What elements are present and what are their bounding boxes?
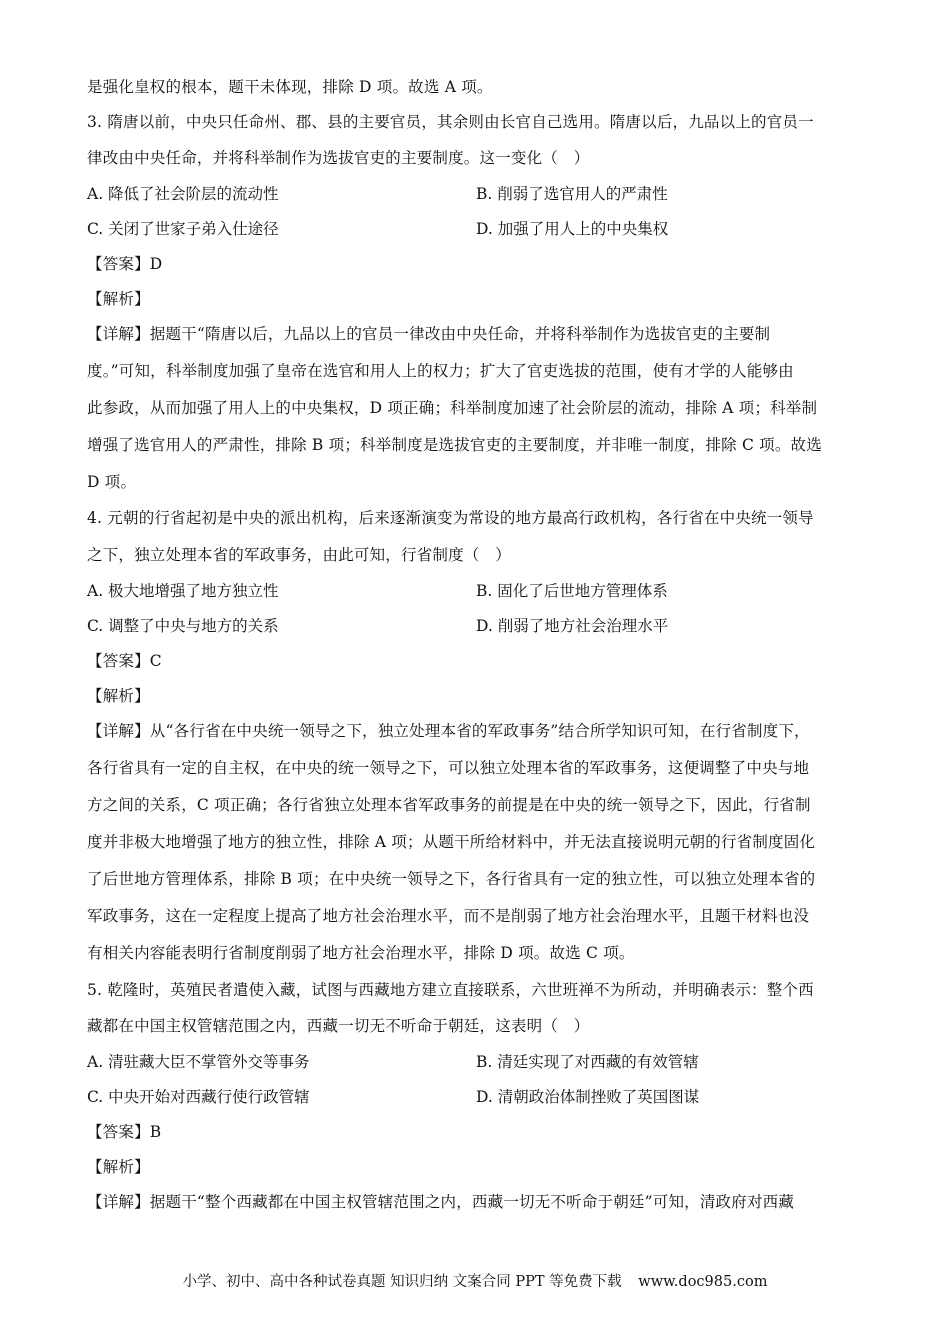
question-4-detail: 【详解】从“各行省在中央统一领导之下，独立处理本省的军政事务”结合所学知识可知，在行省制度下，	[87, 722, 810, 740]
question-4-detail: 度并非极大地增强了地方的独立性，排除 A 项；从题干所给材料中，并无法直接说明元朝的行省制度固化	[87, 833, 816, 851]
question-3-option-a: A. 降低了社会阶层的流动性	[87, 185, 279, 203]
question-4-option-a: A. 极大地增强了地方独立性	[87, 582, 279, 600]
question-5-stem: 5. 乾隆时，英殖民者遣使入藏，试图与西藏地方建立直接联系，六世班禅不为所动，并明确表示：整个西	[87, 981, 814, 999]
question-4-option-b: B. 固化了后世地方管理体系	[476, 582, 668, 600]
question-3-option-b: B. 削弱了选官用人的严肃性	[476, 185, 668, 203]
question-4-detail: 有相关内容能表明行省制度削弱了地方社会治理水平，排除 D 项。故选 C 项。	[87, 944, 635, 962]
question-4-stem: 4. 元朝的行省起初是中央的派出机构，后来逐渐演变为常设的地方最高行政机构，各行省在中央统一领导	[87, 509, 814, 527]
question-4-detail: 军政事务，这在一定程度上提高了地方社会治理水平，而不是削弱了地方社会治理水平，且题干材料也没	[87, 907, 810, 925]
question-5-analysis-heading: 【解析】	[87, 1158, 150, 1176]
question-4-detail: 了后世地方管理体系，排除 B 项；在中央统一领导之下，各行省具有一定的独立性，可以独立处理本省的	[87, 870, 816, 888]
question-5-answer: 【答案】B	[87, 1123, 162, 1141]
question-3-stem: 3. 隋唐以前，中央只任命州、郡、县的主要官员，其余则由长官自己选用。隋唐以后，九品以上的官员一	[87, 113, 814, 131]
question-3-option-d: D. 加强了用人上的中央集权	[476, 220, 669, 238]
question-3-detail: 此参政，从而加强了用人上的中央集权，D 项正确；科举制度加速了社会阶层的流动，排除 A 项；科举制	[87, 399, 818, 417]
question-3-analysis-heading: 【解析】	[87, 290, 150, 308]
question-4-analysis-heading: 【解析】	[87, 687, 150, 705]
question-3-detail: 【详解】据题干“隋唐以后，九品以上的官员一律改由中央任命，并将科举制作为选拔官吏的主要制	[87, 325, 771, 343]
question-5-option-a: A. 清驻藏大臣不掌管外交等事务	[87, 1053, 310, 1071]
question-4-detail: 各行省具有一定的自主权，在中央的统一领导之下，可以独立处理本省的军政事务，这便调整了中央与地	[87, 759, 810, 777]
question-3-detail: 增强了选官用人的严肃性，排除 B 项；科举制度是选拔官吏的主要制度，并非唯一制度，排除 C 项。故选	[87, 436, 822, 454]
question-4-detail: 方之间的关系，C 项正确；各行省独立处理本省军政事务的前提是在中央的统一领导之下，因此，行省制	[87, 796, 811, 814]
footer-text: 小学、初中、高中各种试卷真题 知识归纳 文案合同 PPT 等免费下载	[182, 1274, 622, 1290]
question-4-answer: 【答案】C	[87, 652, 162, 670]
question-3-answer: 【答案】D	[87, 255, 163, 273]
question-5-stem: 藏都在中国主权管辖范围之内，西藏一切无不听命于朝廷，这表明（ ）	[87, 1017, 590, 1035]
question-5-option-d: D. 清朝政治体制挫败了英国图谋	[476, 1088, 700, 1106]
footer-link[interactable]: www.doc985.com	[638, 1274, 768, 1290]
text-line: 是强化皇权的根本，题干未体现，排除 D 项。故选 A 项。	[87, 78, 493, 96]
question-5-option-b: B. 清廷实现了对西藏的有效管辖	[476, 1053, 699, 1071]
question-5-option-c: C. 中央开始对西藏行使行政管辖	[87, 1088, 310, 1106]
question-3-detail: 度。”可知，科举制度加强了皇帝在选官和用人上的权力；扩大了官吏选拔的范围，使有才学的人能够由	[87, 362, 794, 380]
question-4-stem: 之下，独立处理本省的军政事务，由此可知，行省制度（ ）	[87, 546, 511, 564]
question-3-detail: D 项。	[87, 473, 137, 491]
question-3-option-c: C. 关闭了世家子弟入仕途径	[87, 220, 279, 238]
question-4-option-c: C. 调整了中央与地方的关系	[87, 617, 279, 635]
page-footer	[0, 1270, 950, 1291]
question-3-stem: 律改由中央任命，并将科举制作为选拔官吏的主要制度。这一变化（ ）	[87, 149, 590, 167]
question-5-detail: 【详解】据题干“整个西藏都在中国主权管辖范围之内，西藏一切无不听命于朝廷”可知，清政府对西藏	[87, 1193, 795, 1211]
question-4-option-d: D. 削弱了地方社会治理水平	[476, 617, 669, 635]
